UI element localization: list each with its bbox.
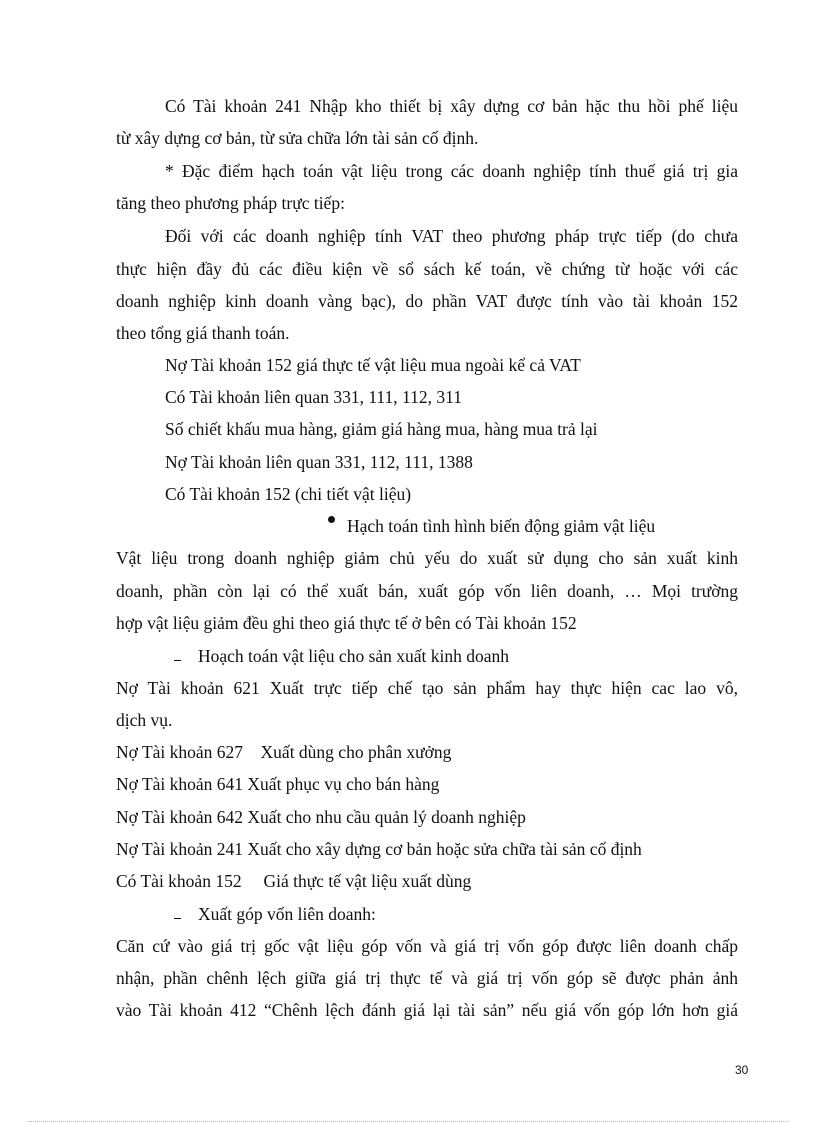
text-line: Số chiết khấu mua hàng, giảm giá hàng mua, hàng mua trả lại	[165, 419, 598, 439]
text-line: từ xây dựng cơ bản, từ sửa chữa lớn tài sản cố định.	[116, 128, 479, 148]
text-line: dịch vụ.	[116, 710, 173, 730]
text-line: Có Tài khoản 152 Giá thực tế vật liệu xuất dùng	[116, 871, 472, 891]
text-line: hợp vật liệu giảm đều ghi theo giá thực tế ở bên có Tài khoản 152	[116, 613, 577, 633]
subsection-heading: Xuất góp vốn liên doanh:	[198, 904, 376, 924]
text-line: doanh nghiệp kinh doanh vàng bạc), do phần VAT được tính vào tài khoản 152	[116, 291, 738, 311]
text-line: doanh, phần còn lại có thể xuất bán, xuất góp vốn liên doanh, … Mọi trường	[116, 581, 738, 601]
text-line: vào Tài khoản 412 “Chênh lệch đánh giá lại tài sản” nếu giá vốn góp lớn hơn giá	[116, 1000, 738, 1020]
text-line: Nợ Tài khoản 627 Xuất dùng cho phân xưởng	[116, 742, 452, 762]
section-heading: Hạch toán tình hình biến động giảm vật liệu	[347, 516, 656, 536]
dash-bullet-icon	[174, 660, 181, 661]
bullet-icon	[328, 516, 335, 523]
text-line: Có Tài khoản 152 (chi tiết vật liệu)	[165, 484, 412, 504]
footer-divider	[28, 1121, 788, 1122]
dash-bullet-icon	[174, 918, 181, 919]
text-line: Có Tài khoản liên quan 331, 111, 112, 311	[165, 387, 462, 407]
text-line: tăng theo phương pháp trực tiếp:	[116, 193, 345, 213]
page-number: 30	[735, 1063, 749, 1077]
text-line: Nợ Tài khoản 241 Xuất cho xây dựng cơ bản hoặc sửa chữa tài sản cố định	[116, 839, 642, 859]
text-line: Nợ Tài khoản 641 Xuất phục vụ cho bán hàng	[116, 774, 440, 794]
text-line: thực hiện đầy đủ các điều kiện về sổ sách kế toán, về chứng từ hoặc với các	[116, 259, 738, 279]
text-line: Vật liệu trong doanh nghiệp giảm chủ yếu do xuất sử dụng cho sản xuất kinh	[116, 548, 738, 568]
text-line: Nợ Tài khoản 642 Xuất cho nhu cầu quản lý doanh nghiệp	[116, 807, 526, 827]
text-line: Đối với các doanh nghiệp tính VAT theo phương pháp trực tiếp (do chưa	[165, 226, 738, 246]
text-line: Nợ Tài khoản liên quan 331, 112, 111, 1388	[165, 452, 473, 472]
text-line: Căn cứ vào giá trị gốc vật liệu góp vốn và giá trị vốn góp được liên doanh chấp	[116, 936, 738, 956]
text-line: Có Tài khoản 241 Nhập kho thiết bị xây dựng cơ bản hặc thu hồi phế liệu	[165, 96, 738, 116]
text-line: Nợ Tài khoản 621 Xuất trực tiếp chế tạo sản phẩm hay thực hiện cac lao vô,	[116, 678, 738, 698]
text-line: theo tổng giá thanh toán.	[116, 323, 290, 343]
text-line: * Đặc điểm hạch toán vật liệu trong các doanh nghiệp tính thuế giá trị gia	[165, 161, 738, 181]
subsection-heading: Hoạch toán vật liệu cho sản xuất kinh doanh	[198, 646, 510, 666]
text-line: Nợ Tài khoản 152 giá thực tế vật liệu mua ngoài kể cả VAT	[165, 355, 581, 375]
text-line: nhận, phần chênh lệch giữa giá trị thực tế và giá trị vốn góp sẽ được phản ảnh	[116, 968, 738, 988]
